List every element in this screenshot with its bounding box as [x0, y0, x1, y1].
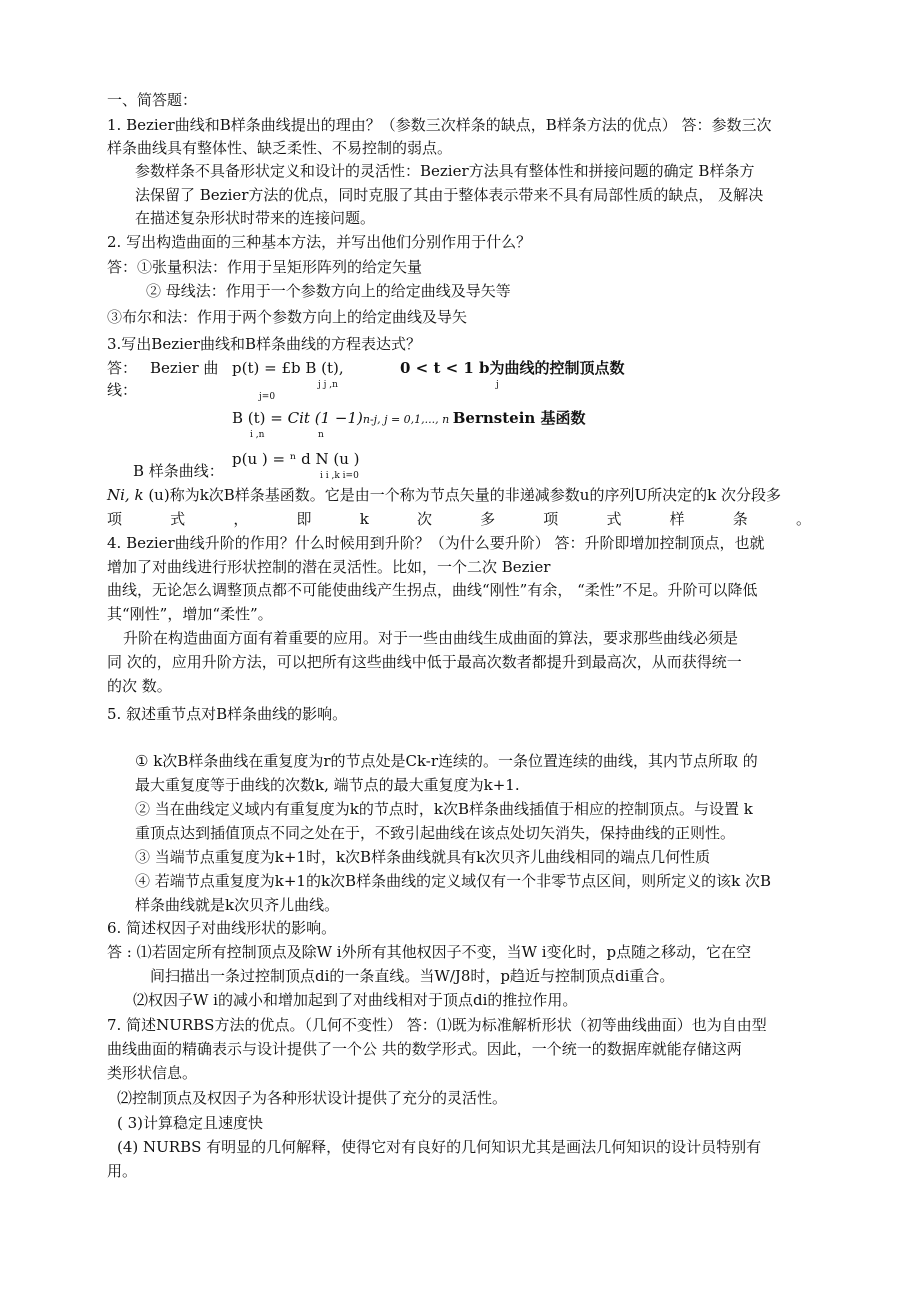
- section-title: 一、简答题：: [107, 91, 198, 109]
- q4-line3: 曲线，无论怎么调整顶点都不可能使曲线产生拐点，曲线“刚性”有余， “柔性”不足。升阶可以降低: [107, 581, 758, 599]
- q5-item4-line1: ④ 若端节点重复度为k+1的k次B样条曲线的定义域仅有一个非零节点区间，则所定义的该k 次B: [135, 872, 771, 890]
- q1-line2: 样条曲线具有整体性、缺乏柔性、不易控制的弱点。: [107, 139, 453, 157]
- q6-answer1b: 间扫描出一条过控制顶点di的一条直线。当W/J8时，p趋近与控制顶点di重合。: [150, 967, 675, 985]
- bspline-formula: p(u ) = ⁿ d N (u ): [232, 450, 360, 468]
- bezier-formula-sum-index: j=0: [259, 392, 276, 402]
- q4-line5: 升阶在构造曲面方面有着重要的应用。对于一些由曲线生成曲面的算法，要求那些曲线必须是: [123, 629, 739, 647]
- q6-question: 6. 简述权因子对曲线形状的影响。: [107, 919, 337, 937]
- bezier-formula-subscript: j j ,n: [318, 380, 338, 390]
- q5-item4-line2: 样条曲线就是k次贝齐儿曲线。: [135, 896, 340, 914]
- q4-line6: 同 次的，应用升阶方法，可以把所有这些曲线中低于最高次数者都提升到最高次，从而获得统一: [107, 653, 742, 671]
- q7-line7: 用。: [107, 1162, 138, 1180]
- q3-bezier-label: Bezier 曲: [150, 359, 219, 377]
- q5-item1-line1: ① k次B样条曲线在重复度为r的节点处是Ck-r连续的。一条位置连续的曲线，其内节点所取 的: [135, 752, 758, 770]
- q7-line1: 7. 简述NURBS方法的优点。（几何不变性） 答：⑴既为标准解析形状（初等曲线曲面）也为自由型: [107, 1016, 767, 1034]
- q1-line3: 参数样条不具备形状定义和设计的灵活性：Bezier方法具有整体性和拼接问题的确定 B样条方: [135, 162, 755, 180]
- q3-bezier-label2: 线：: [107, 381, 138, 399]
- q6-answer1: 答 : ⑴若固定所有控制顶点及除W i外所有其他权因子不变，当W i变化时，p点随之移动，它在空: [107, 943, 752, 961]
- q5-item3: ③ 当端节点重复度为k+1时，k次B样条曲线就具有k次贝齐儿曲线相同的端点几何性质: [135, 848, 711, 866]
- bspline-description: Ni, k (u)称为k次B样条基函数。它是由一个称为节点矢量的非递减参数u的序列U所决定的k 次分段多: [107, 486, 781, 504]
- q2-question: 2. 写出构造曲面的三种基本方法，并写出他们分别作用于什么？: [107, 233, 532, 251]
- q5-question: 5. 叙述重节点对B样条曲线的影响。: [107, 705, 348, 723]
- q2-answer2: ② 母线法：作用于一个参数方向上的给定曲线及导矢等: [146, 282, 511, 300]
- q6-answer2: ⑵权因子W i的减小和增加起到了对曲线相对于顶点di的推拉作用。: [133, 991, 578, 1009]
- q2-answer3: ③布尔和法：作用于两个参数方向上的给定曲线及导矢: [107, 308, 468, 326]
- bernstein-formula-lhs: B (t) = Cit (1 −1)n-j, j = 0,1,..., n Bernstein 基函数: [232, 409, 586, 427]
- q4-line4: 其“刚性”，增加“柔性”。: [107, 605, 273, 623]
- q2-answer1: 答：①张量积法：作用于呈矩形阵列的给定矢量: [107, 258, 423, 276]
- q1-line4: 法保留了 Bezier方法的优点，同时克服了其由于整体表示带来不具有局部性质的缺点， 及解决: [135, 186, 764, 204]
- q4-line2: 增加了对曲线进行形状控制的潜在灵活性。比如，一个二次 Bezier: [107, 558, 551, 576]
- q4-line7: 的次 数。: [107, 677, 172, 695]
- q4-line1: 4. Bezier曲线升阶的作用？什么时候用到升阶？（为什么要升阶） 答：升阶即增加控制顶点，也就: [107, 534, 765, 552]
- q5-item2-line2: 重顶点达到插值顶点不同之处在于，不致引起曲线在该点处切矢消失，保持曲线的正则性。: [135, 824, 736, 842]
- bspline-description-justified: 项 式 ， 即 k 次 多 项 式 样 条 。: [107, 510, 811, 528]
- bezier-range-subscript: j: [496, 380, 499, 390]
- bezier-formula: p(t) = £b B (t),: [232, 359, 344, 377]
- bernstein-subscript-n: n: [318, 430, 324, 440]
- bernstein-subscript: i ,n: [250, 430, 265, 440]
- q7-line6: (4) NURBS 有明显的几何解释，使得它对有良好的几何知识尤其是画法几何知识的设计员特别有: [117, 1138, 762, 1156]
- q5-item2-line1: ② 当在曲线定义域内有重复度为k的节点时，k次B样条曲线插值于相应的控制顶点。与设置 k: [135, 800, 753, 818]
- q7-line4: ⑵控制顶点及权因子为各种形状设计提供了充分的灵活性。: [117, 1089, 508, 1107]
- bspline-subscript: i i ,k i=0: [320, 471, 359, 481]
- bezier-range-text: 0 < t < 1 b为曲线的控制顶点数: [400, 359, 625, 377]
- bspline-label: B 样条曲线：: [133, 462, 224, 480]
- q1-line1: 1. Bezier曲线和B样条曲线提出的理由？（参数三次样条的缺点，B样条方法的优点） 答：参数三次: [107, 116, 772, 134]
- q3-question: 3.写出Bezier曲线和B样条曲线的方程表达式？: [107, 335, 421, 353]
- q5-item1-line2: 最大重复度等于曲线的次数k, 端节点的最大重复度为k+1.: [135, 776, 520, 794]
- q7-line2: 曲线曲面的精确表示与设计提供了一个公 共的数学形式。因此，一个统一的数据库就能存储这两: [107, 1040, 742, 1058]
- q7-line5: ( 3)计算稳定且速度快: [117, 1114, 264, 1132]
- q1-line5: 在描述复杂形状时带来的连接问题。: [135, 209, 376, 227]
- q3-answer-label: 答：: [107, 359, 138, 377]
- q7-line3: 类形状信息。: [107, 1064, 198, 1082]
